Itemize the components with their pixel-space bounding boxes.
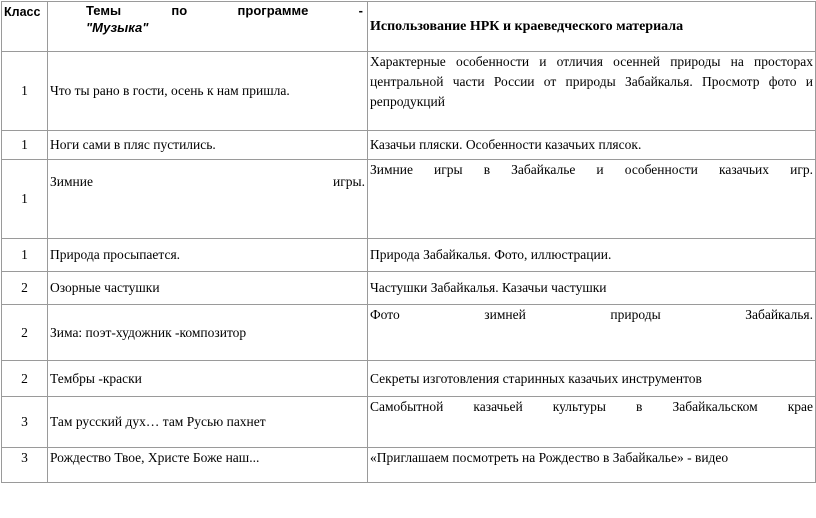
topic-cell: Что ты рано в гости, осень к нам пришла. (48, 52, 368, 131)
table-row (2, 160, 816, 239)
curriculum-table (1, 1, 816, 483)
nrk-cell: «Приглашаем посмотреть на Рождество в Забайкалье» - видео (368, 448, 816, 483)
table-row (2, 397, 816, 448)
header-nrk: Использование НРК и краеведческого материала (368, 2, 816, 52)
topic-cell: Озорные частушки (48, 272, 368, 305)
nrk-cell: Самобытной казачьей культуры в Забайкальском крае (368, 397, 816, 448)
grade-cell: 2 (2, 272, 48, 305)
header-grade: Класс (2, 2, 48, 52)
table-row (2, 131, 816, 160)
table-row (2, 52, 816, 131)
header-topics-line1: Темы по программе - (86, 3, 363, 18)
topic-cell: Природа просыпается. (48, 239, 368, 272)
nrk-cell: Фото зимней природы Забайкалья. (368, 305, 816, 361)
topic-cell: Там русский дух… там Русью пахнет (48, 397, 368, 448)
topic-cell: Тембры -краски (48, 361, 368, 397)
topic-cell: Зимние игры. (48, 160, 368, 239)
header-topics-line2: "Музыка" (86, 20, 149, 35)
grade-cell: 1 (2, 160, 48, 239)
header-topics (48, 2, 368, 52)
nrk-cell: Казачьи пляски. Особенности казачьих плясок. (368, 131, 816, 160)
table-row (2, 305, 816, 361)
table-row (2, 272, 816, 305)
topic-cell: Рождество Твое, Христе Боже наш... (48, 448, 368, 483)
grade-cell: 1 (2, 239, 48, 272)
nrk-cell: Частушки Забайкалья. Казачьи частушки (368, 272, 816, 305)
nrk-cell: Секреты изготовления старинных казачьих инструментов (368, 361, 816, 397)
table-row (2, 361, 816, 397)
nrk-cell: Природа Забайкалья. Фото, иллюстрации. (368, 239, 816, 272)
nrk-cell: Зимние игры в Забайкалье и особенности казачьих игр. (368, 160, 816, 239)
grade-cell: 3 (2, 397, 48, 448)
grade-cell: 2 (2, 305, 48, 361)
table-row (2, 448, 816, 483)
grade-cell: 2 (2, 361, 48, 397)
topic-cell: Ноги сами в пляс пустились. (48, 131, 368, 160)
grade-cell: 1 (2, 131, 48, 160)
nrk-cell: Характерные особенности и отличия осенней природы на просторах центральной части России от природы Забайкалья. Просмотр фото и репродукций (368, 52, 816, 131)
grade-cell: 3 (2, 448, 48, 483)
topic-cell: Зима: поэт-художник -композитор (48, 305, 368, 361)
grade-cell: 1 (2, 52, 48, 131)
table-row (2, 239, 816, 272)
header-row (2, 2, 816, 52)
